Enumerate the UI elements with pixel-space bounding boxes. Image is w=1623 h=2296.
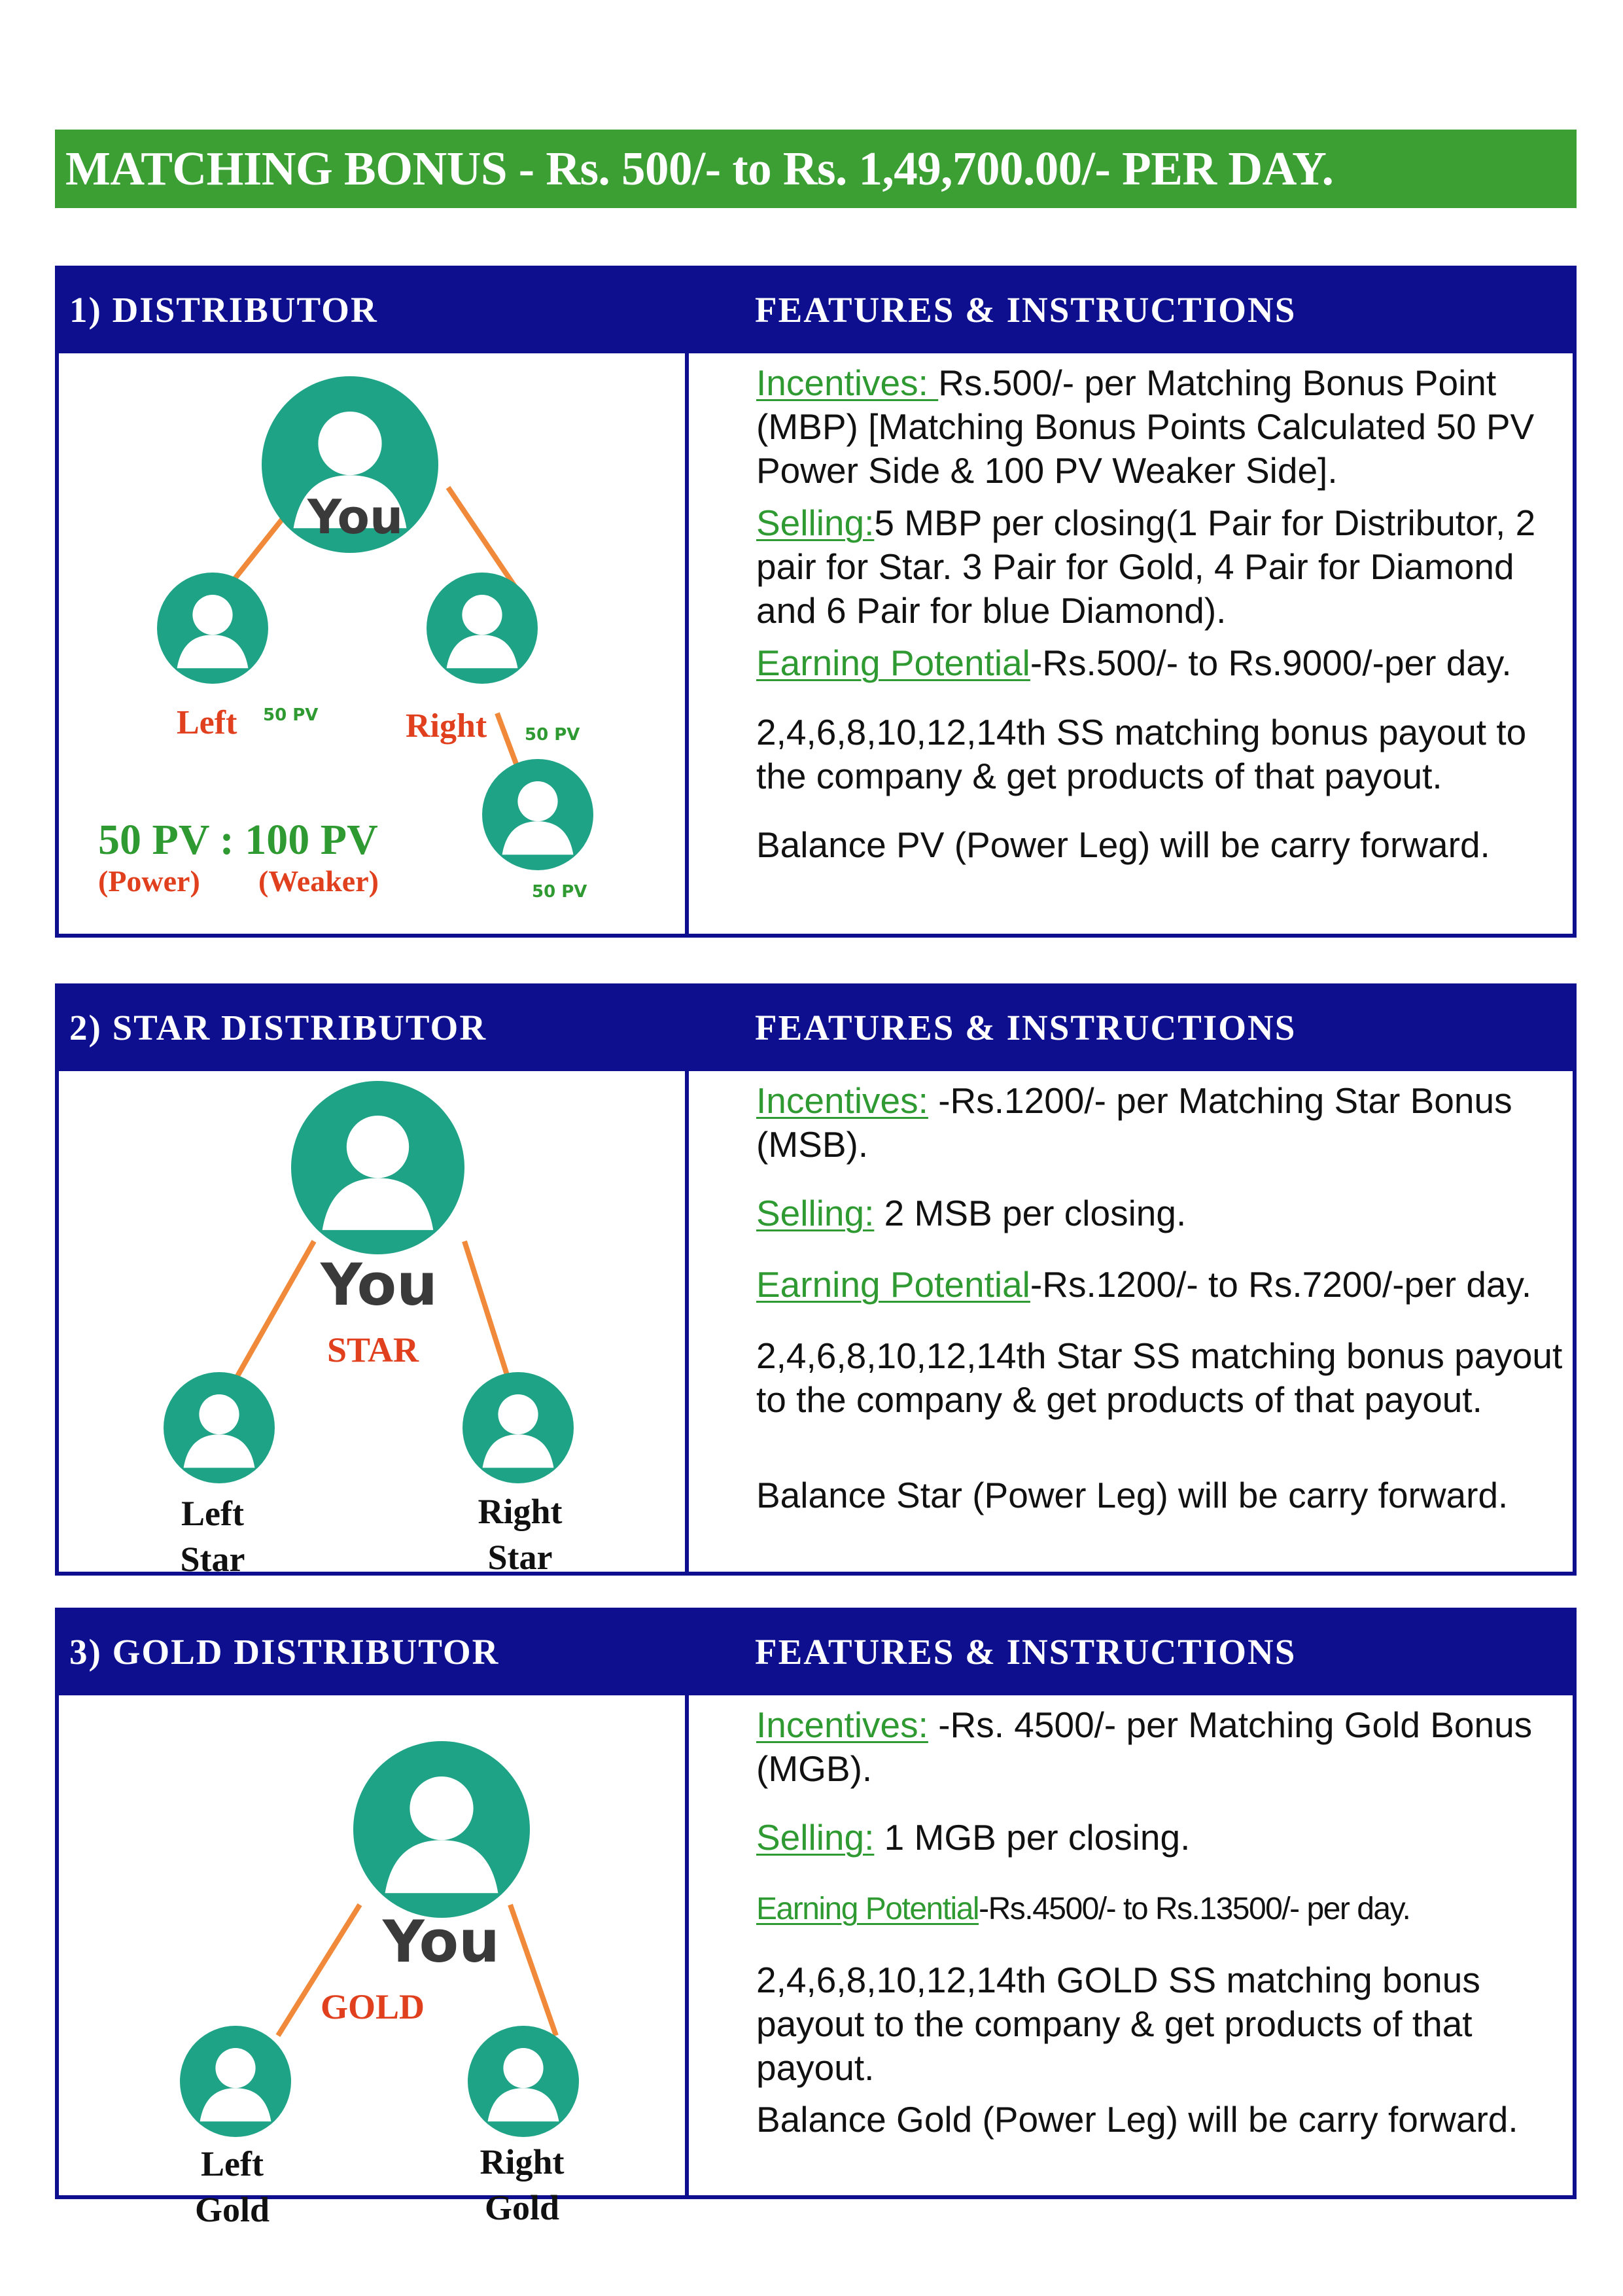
connector-line — [464, 1241, 510, 1385]
right-avatar-icon — [468, 2026, 579, 2137]
star-distributor-section — [55, 983, 1577, 1579]
pv-ratio: 50 PV : 100 PV — [98, 816, 378, 864]
you-avatar-icon — [291, 1081, 464, 1254]
connector-line — [510, 1905, 556, 2036]
distributor-section — [55, 266, 1577, 938]
left-rank-label: Star — [180, 1540, 245, 1579]
feature-payout: 2,4,6,8,10,12,14th Star SS matching bonus payout to the company & get products of that payout. — [756, 1335, 1563, 1420]
feature-incentives: Incentives: Rs.500/- per Matching Bonus Point (MBP) [Matching Bonus Points Calculated 50 PV Power Side & 100 PV Weaker Side]. — [756, 362, 1535, 491]
left-rank-label: Gold — [194, 2190, 270, 2229]
feature-carry-forward: Balance Star (Power Leg) will be carry forward. — [756, 1475, 1509, 1515]
feature-earning: Earning Potential-Rs.1200/- to Rs.7200/-per day. — [756, 1264, 1532, 1305]
features-title: FEATURES & INSTRUCTIONS — [755, 1632, 1297, 1672]
bottom-avatar-icon — [482, 759, 593, 870]
right-rank-label: Gold — [484, 2188, 560, 2227]
section-title: 3) GOLD DISTRIBUTOR — [69, 1632, 500, 1672]
right-pv-label: 50 PV — [525, 725, 580, 745]
left-avatar-icon — [164, 1372, 275, 1483]
you-avatar-icon — [353, 1741, 530, 1918]
tree-diagram — [59, 1695, 685, 2199]
left-avatar-icon — [157, 573, 268, 684]
weaker-label: (Weaker) — [258, 864, 379, 898]
features-list — [756, 353, 1574, 934]
feature-selling: Selling: 2 MSB per closing. — [756, 1193, 1187, 1233]
you-label: You — [383, 1908, 500, 1975]
connector-line — [232, 1241, 314, 1385]
feature-incentives: Incentives: -Rs.1200/- per Matching Star Bonus (MSB). — [756, 1080, 1512, 1165]
right-label: Right — [406, 707, 487, 745]
feature-payout: 2,4,6,8,10,12,14th GOLD SS matching bonus payout to the company & get products of that payout. — [756, 1960, 1480, 2088]
feature-earning: Earning Potential-Rs.500/- to Rs.9000/-per day. — [756, 643, 1512, 683]
section-header — [59, 270, 1573, 353]
star-diagram — [59, 1071, 685, 1579]
feature-carry-forward: Balance Gold (Power Leg) will be carry forward. — [756, 2099, 1518, 2140]
you-label: You — [321, 1251, 438, 1318]
left-avatar-icon — [180, 2026, 291, 2137]
features-list — [756, 1695, 1574, 2195]
feature-earning: Earning Potential-Rs.4500/- to Rs.13500/- per day. — [756, 1892, 1410, 1926]
right-rank-label: Star — [487, 1538, 553, 1577]
you-label: You — [307, 489, 404, 544]
column-divider — [685, 1695, 689, 2195]
features-list — [756, 1071, 1574, 1572]
tree-diagram — [59, 1071, 685, 1576]
gold-distributor-section — [55, 1608, 1577, 2229]
column-divider — [685, 1071, 689, 1572]
section-title: 2) STAR DISTRIBUTOR — [69, 1008, 487, 1048]
right-label: Right — [478, 1492, 563, 1531]
section-title: 1) DISTRIBUTOR — [69, 290, 378, 330]
left-pv-label: 50 PV — [263, 705, 319, 725]
right-avatar-icon — [462, 1372, 574, 1483]
gold-diagram — [59, 1695, 685, 2229]
feature-incentives: Incentives: -Rs. 4500/- per Matching Gold Bonus (MGB). — [756, 1704, 1533, 1789]
feature-selling: Selling: 1 MGB per closing. — [756, 1817, 1191, 1858]
page-banner: MATCHING BONUS - Rs. 500/- to Rs. 1,49,700.00/- PER DAY. — [55, 130, 1577, 208]
distributor-diagram — [59, 353, 685, 934]
left-label: Left — [177, 704, 237, 741]
feature-payout: 2,4,6,8,10,12,14th SS matching bonus payout to the company & get products of that payout. — [756, 712, 1527, 796]
section-header — [59, 987, 1573, 1071]
right-label: Right — [480, 2142, 565, 2181]
features-title: FEATURES & INSTRUCTIONS — [755, 1008, 1297, 1048]
feature-selling: Selling:5 MBP per closing(1 Pair for Distributor, 2 pair for Star. 3 Pair for Gold, 4 Pair for Diamond and 6 Pair for blue Diamond). — [756, 503, 1536, 631]
right-avatar-icon — [427, 573, 538, 684]
left-label: Left — [181, 1494, 244, 1533]
feature-carry-forward: Balance PV (Power Leg) will be carry forward. — [756, 824, 1490, 865]
left-label: Left — [201, 2144, 264, 2183]
power-label: (Power) — [98, 864, 200, 898]
column-divider — [685, 353, 689, 934]
section-header — [59, 1612, 1573, 1695]
rank-label: GOLD — [321, 1987, 425, 2026]
features-title: FEATURES & INSTRUCTIONS — [755, 290, 1297, 330]
rank-label: STAR — [327, 1330, 419, 1369]
bottom-pv-label: 50 PV — [532, 882, 587, 902]
